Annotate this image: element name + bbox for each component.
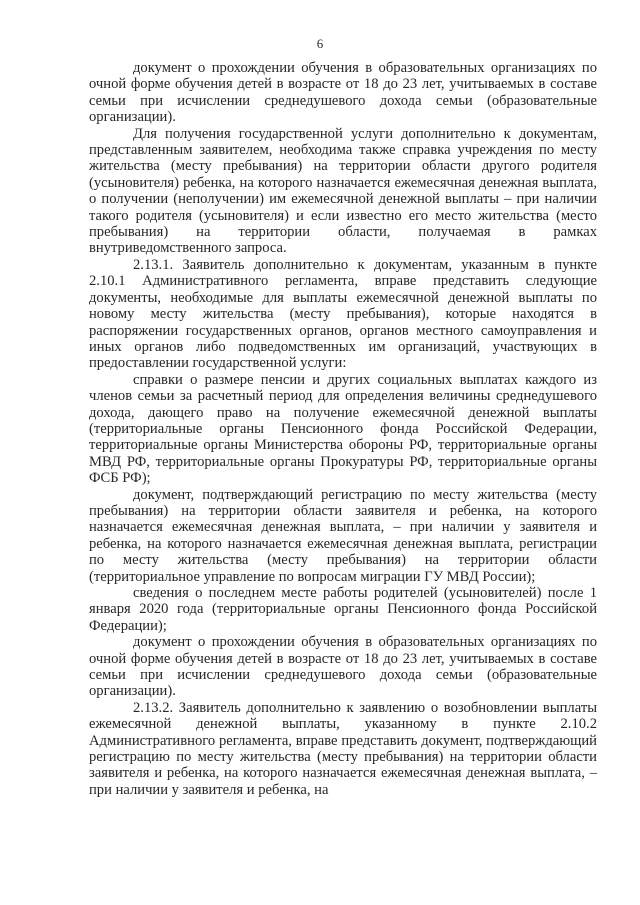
paragraph-pension-certificates: справки о размере пенсии и других социальных выплатах каждого из членов семьи за расчетный период для определения величины среднедушевого дохода, дающего право на получение ежемесячной денежной выплаты (территориальные органы Пенсионного фонда Российской Федерации, территориальные органы Министерства обороны РФ, территориальные органы МВД РФ, территориальные органы Прокуратуры РФ, территориальные органы ФСБ РФ);: [89, 371, 597, 487]
page-number: 6: [316, 36, 324, 51]
paragraph-education-document-repeat: документ о прохождении обучения в образовательных организациях по очной форме обучения детей в возрасте от 18 до 23 лет, учитываемых в составе семьи при исчислении среднедушевого дохода семьи (образовательные организации).: [89, 634, 597, 700]
paragraph-2-13-2: 2.13.2. Заявитель дополнительно к заявлению о возобновлении выплаты ежемесячной денежной выплаты, указанному в пункте 2.10.2 Административного регламента, вправе представить документ, подтверждающий регистрацию по месту жительства (месту пребывания) на территории области заявителя и ребенка, на которого назначается ежемесячная денежная выплата, – при наличии у заявителя и ребенка, на: [89, 699, 597, 798]
paragraph-last-workplace: сведения о последнем месте работы родителей (усыновителей) после 1 января 2020 года (территориальные органы Пенсионного фонда Российской Федерации);: [89, 585, 597, 634]
document-body: [89, 60, 597, 798]
paragraph-education-document: документ о прохождении обучения в образовательных организациях по очной форме обучения детей в возрасте от 18 до 23 лет, учитываемых в составе семьи при исчислении среднедушевого дохода семьи (образовательные организации).: [89, 60, 597, 126]
paragraph-additional-certificate: Для получения государственной услуги дополнительно к документам, представленным заявителем, необходима также справка учреждения по месту жительства (месту пребывания) на территории области другого родителя (усыновителя) ребенка, на которого назначается ежемесячная денежная выплата, о получении (неполучении) им ежемесячной денежной выплаты – при наличии такого родителя (усыновителя) и если известно его место жительства (место пребывания) на территории области, получаемая в рамках внутриведомственного запроса.: [89, 125, 597, 257]
paragraph-registration-document: документ, подтверждающий регистрацию по месту жительства (месту пребывания) на территории области заявителя и ребенка, на которого назначается ежемесячная денежная выплата, – при наличии у заявителя и ребенка, на которого назначается ежемесячная денежная выплата, регистрации по месту жительства (месту пребывания) на территории области (территориальное управление по вопросам миграции ГУ МВД России);: [89, 486, 597, 585]
paragraph-2-13-1: 2.13.1. Заявитель дополнительно к документам, указанным в пункте 2.10.1 Административного регламента, вправе представить следующие документы, необходимые для выплаты ежемесячной денежной выплаты по новому месту жительства (месту пребывания), которые находятся в распоряжении государственных органов, органов местного самоуправления и иных органов либо подведомственных им организаций, участвующих в предоставлении государственной услуги:: [89, 256, 597, 372]
